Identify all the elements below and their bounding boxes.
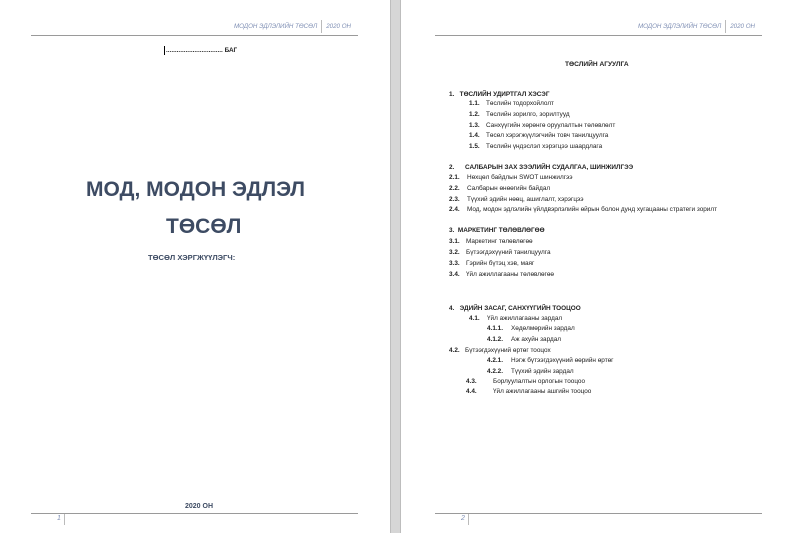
subtitle: ТӨСӨЛ ХЭРГЖҮҮЛЭГЧ: — [148, 253, 236, 262]
toc-item[interactable]: 4.1.2. Аж ахуйн зардал — [487, 336, 562, 343]
page-gap — [390, 0, 401, 533]
header-title: МОДОН ЭДЛЭЛИЙН ТӨСӨЛ — [234, 23, 318, 31]
toc-item[interactable]: 4.3. Борлуулалтын орлогын тооцоо — [466, 378, 586, 385]
toc-section-2: 2. САЛБАРЫН ЗАХ ЗЭЭЛИЙН СУДАЛГАА, ШИНЖИЛГЭЭ — [449, 164, 634, 171]
toc-item[interactable]: 2.4. Мод, модон эдлэлийн үйлдвэрлэлийн өйрын болон дунд хугацааны стратеги зорилт — [449, 206, 718, 213]
toc-item[interactable]: 1.1. Төслийн тодорхойлолт — [469, 100, 554, 107]
footer-year: 2020 ОН — [185, 503, 214, 510]
header-year: 2020 ОН — [326, 23, 351, 31]
toc-title: ТӨСЛИЙН АГУУЛГА — [565, 61, 629, 68]
toc-section-3: 3. МАРКЕТИНГ ТӨЛӨВЛӨГӨӨ — [449, 227, 545, 234]
header-title: МОДОН ЭДЛЭЛИЙН ТӨСӨЛ — [638, 23, 722, 31]
toc-item[interactable]: 1.5. Төслийн үндэслэл хэрэгцээ шаардлага — [469, 143, 603, 150]
bag-line: ................................ БАГ — [166, 47, 238, 55]
header-line — [435, 35, 762, 36]
toc-item[interactable]: 4.4. Үйл ажиллагааны ашгийн тооцоо — [466, 388, 592, 395]
toc-item[interactable]: 2.1. Нөхцөл байдлын SWOT шинжилгээ — [449, 174, 573, 181]
header-line — [31, 35, 358, 36]
document-page-1 — [0, 0, 390, 533]
footer-line — [31, 513, 358, 514]
toc-item[interactable]: 3.3. Гэрийн бүтэц хэв, маяг — [449, 260, 535, 267]
header-year: 2020 ОН — [730, 23, 755, 31]
document-page-2 — [401, 0, 797, 533]
page-number: 2 — [461, 515, 465, 522]
toc-item[interactable]: 4.2. Бүтээгдэхүүний өртөг тооцох — [449, 347, 551, 354]
page-header — [638, 20, 755, 33]
toc-item[interactable]: 2.3. Түүхий эдийн нөөц, ашиглалт, хэрэгцээ — [449, 196, 584, 203]
footer-line — [435, 513, 762, 514]
page-header — [234, 20, 351, 33]
toc-item[interactable]: 3.4. Үйл ажиллагааны төлөвлөгөө — [449, 271, 554, 278]
page-number: 1 — [57, 515, 61, 522]
title-line-1: МОД, МОДОН ЭДЛЭЛ — [86, 178, 306, 201]
toc-section-4: 4. ЭДИЙН ЗАСАГ, САНХҮҮГИЙН ТООЦОО — [449, 305, 581, 312]
toc-item[interactable]: 1.2. Төслийн зорилго, зорилтууд — [469, 111, 570, 118]
toc-item[interactable]: 4.1. Үйл ажиллагааны зардал — [469, 315, 563, 322]
toc-item[interactable]: 4.1.1. Хөдөлмөрийн зардал — [487, 325, 575, 332]
toc-item[interactable]: 2.2. Салбарын өнөөгийн байдал — [449, 185, 551, 192]
text-cursor — [164, 46, 165, 55]
toc-item[interactable]: 4.2.1. Нэгж бүтээгдэхүүний өөрийн өртөг — [487, 357, 614, 364]
toc-section-1: 1. ТӨСЛИЙН УДИРТГАЛ ХЭСЭГ — [449, 91, 550, 98]
toc-item[interactable]: 3.2. Бүтээгдэхүүний танилцуулга — [449, 249, 551, 256]
toc-item[interactable]: 1.3. Санхүүгийн хөрөнгө оруулалтын төлөвлөлт — [469, 122, 616, 129]
toc-item[interactable]: 4.2.2. Түүхий эдийн зардал — [487, 368, 574, 375]
toc-item[interactable]: 3.1. Маркетинг төлөвлөгөө — [449, 238, 533, 245]
title-line-2: ТӨСӨЛ — [166, 215, 242, 238]
toc-item[interactable]: 1.4. Төсөл хэрэгжүүлэгчийн товч танилцуулга — [469, 132, 609, 139]
